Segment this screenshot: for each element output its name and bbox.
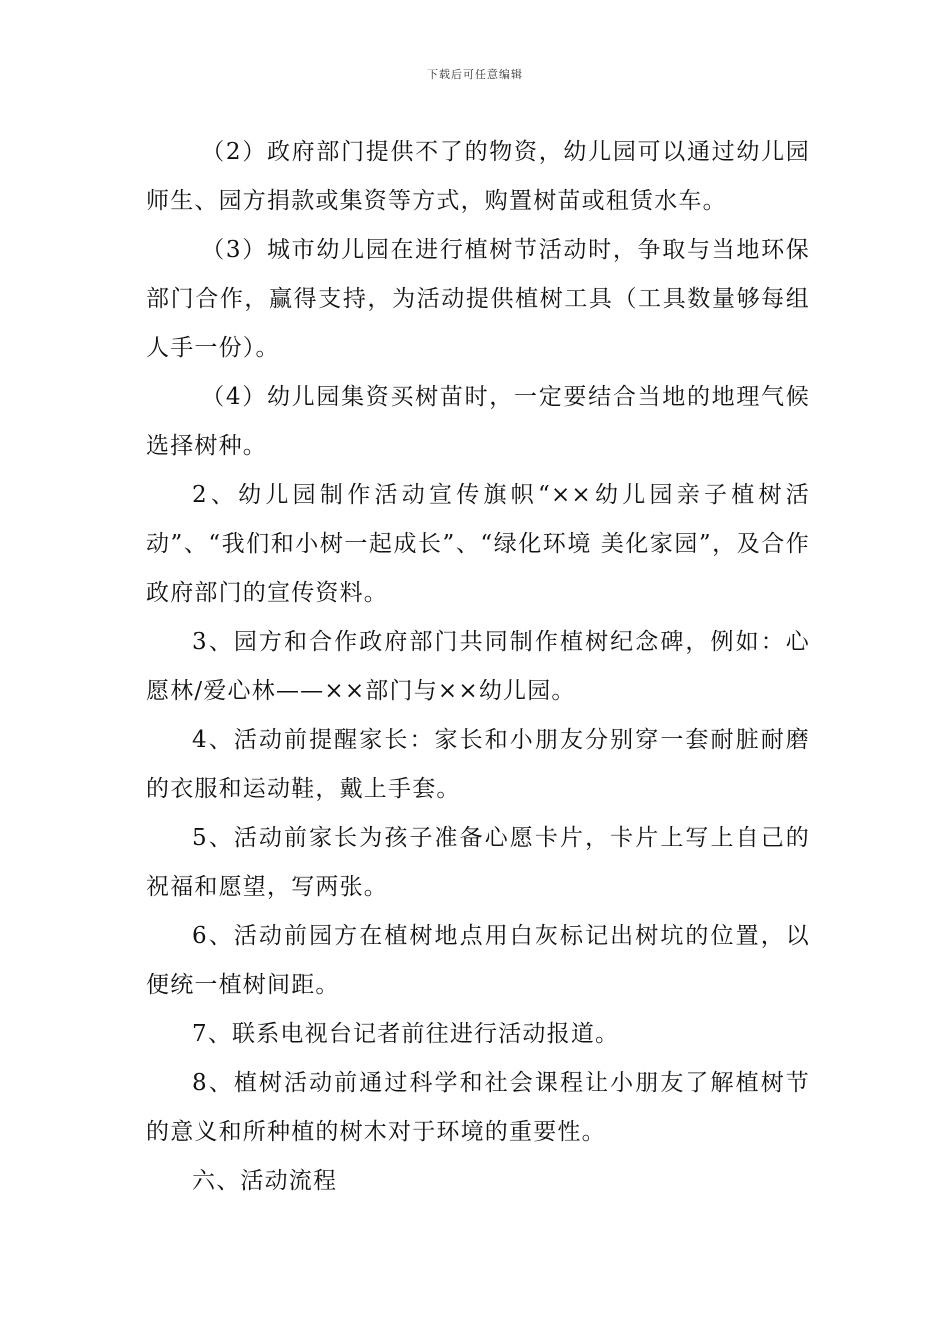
section-heading-activity-flow: 六、活动流程 bbox=[192, 1168, 338, 1194]
paragraph-item-7: 7、联系电视台记者前往进行活动报道。 bbox=[192, 1021, 620, 1047]
document-body bbox=[146, 128, 810, 1206]
paragraph-2-sub-4: （4）幼儿园集资买树苗时，一定要结合当地的地理气候选择树种。 bbox=[146, 384, 810, 459]
paragraph-2-sub-3: （3）城市幼儿园在进行植树节活动时，争取与当地环保部门合作，赢得支持，为活动提供植树工具（工具数量够每组人手一份）。 bbox=[146, 237, 810, 361]
paragraph-item-4: 4、活动前提醒家长：家长和小朋友分别穿一套耐脏耐磨的衣服和运动鞋，戴上手套。 bbox=[146, 727, 810, 802]
paragraph-2-sub-2: （2）政府部门提供不了的物资，幼儿园可以通过幼儿园师生、园方捐款或集资等方式，购置树苗或租赁水车。 bbox=[146, 139, 810, 214]
paragraph-item-8: 8、植树活动前通过科学和社会课程让小朋友了解植树节的意义和所种植的树木对于环境的重要性。 bbox=[146, 1070, 810, 1145]
paragraph-item-2: 2、幼儿园制作活动宣传旗帜“××幼儿园亲子植树活动”、“我们和小树一起成长”、“绿化环境 美化家园”，及合作政府部门的宣传资料。 bbox=[146, 482, 810, 606]
paragraph-item-6: 6、活动前园方在植树地点用白灰标记出树坑的位置，以便统一植树间距。 bbox=[146, 923, 810, 998]
paragraph-item-5: 5、活动前家长为孩子准备心愿卡片，卡片上写上自己的祝福和愿望，写两张。 bbox=[146, 825, 810, 900]
paragraph-item-3: 3、园方和合作政府部门共同制作植树纪念碑，例如：心愿林/爱心林——××部门与××幼儿园。 bbox=[146, 629, 810, 704]
page-header: 下载后可任意编辑 bbox=[427, 68, 523, 81]
